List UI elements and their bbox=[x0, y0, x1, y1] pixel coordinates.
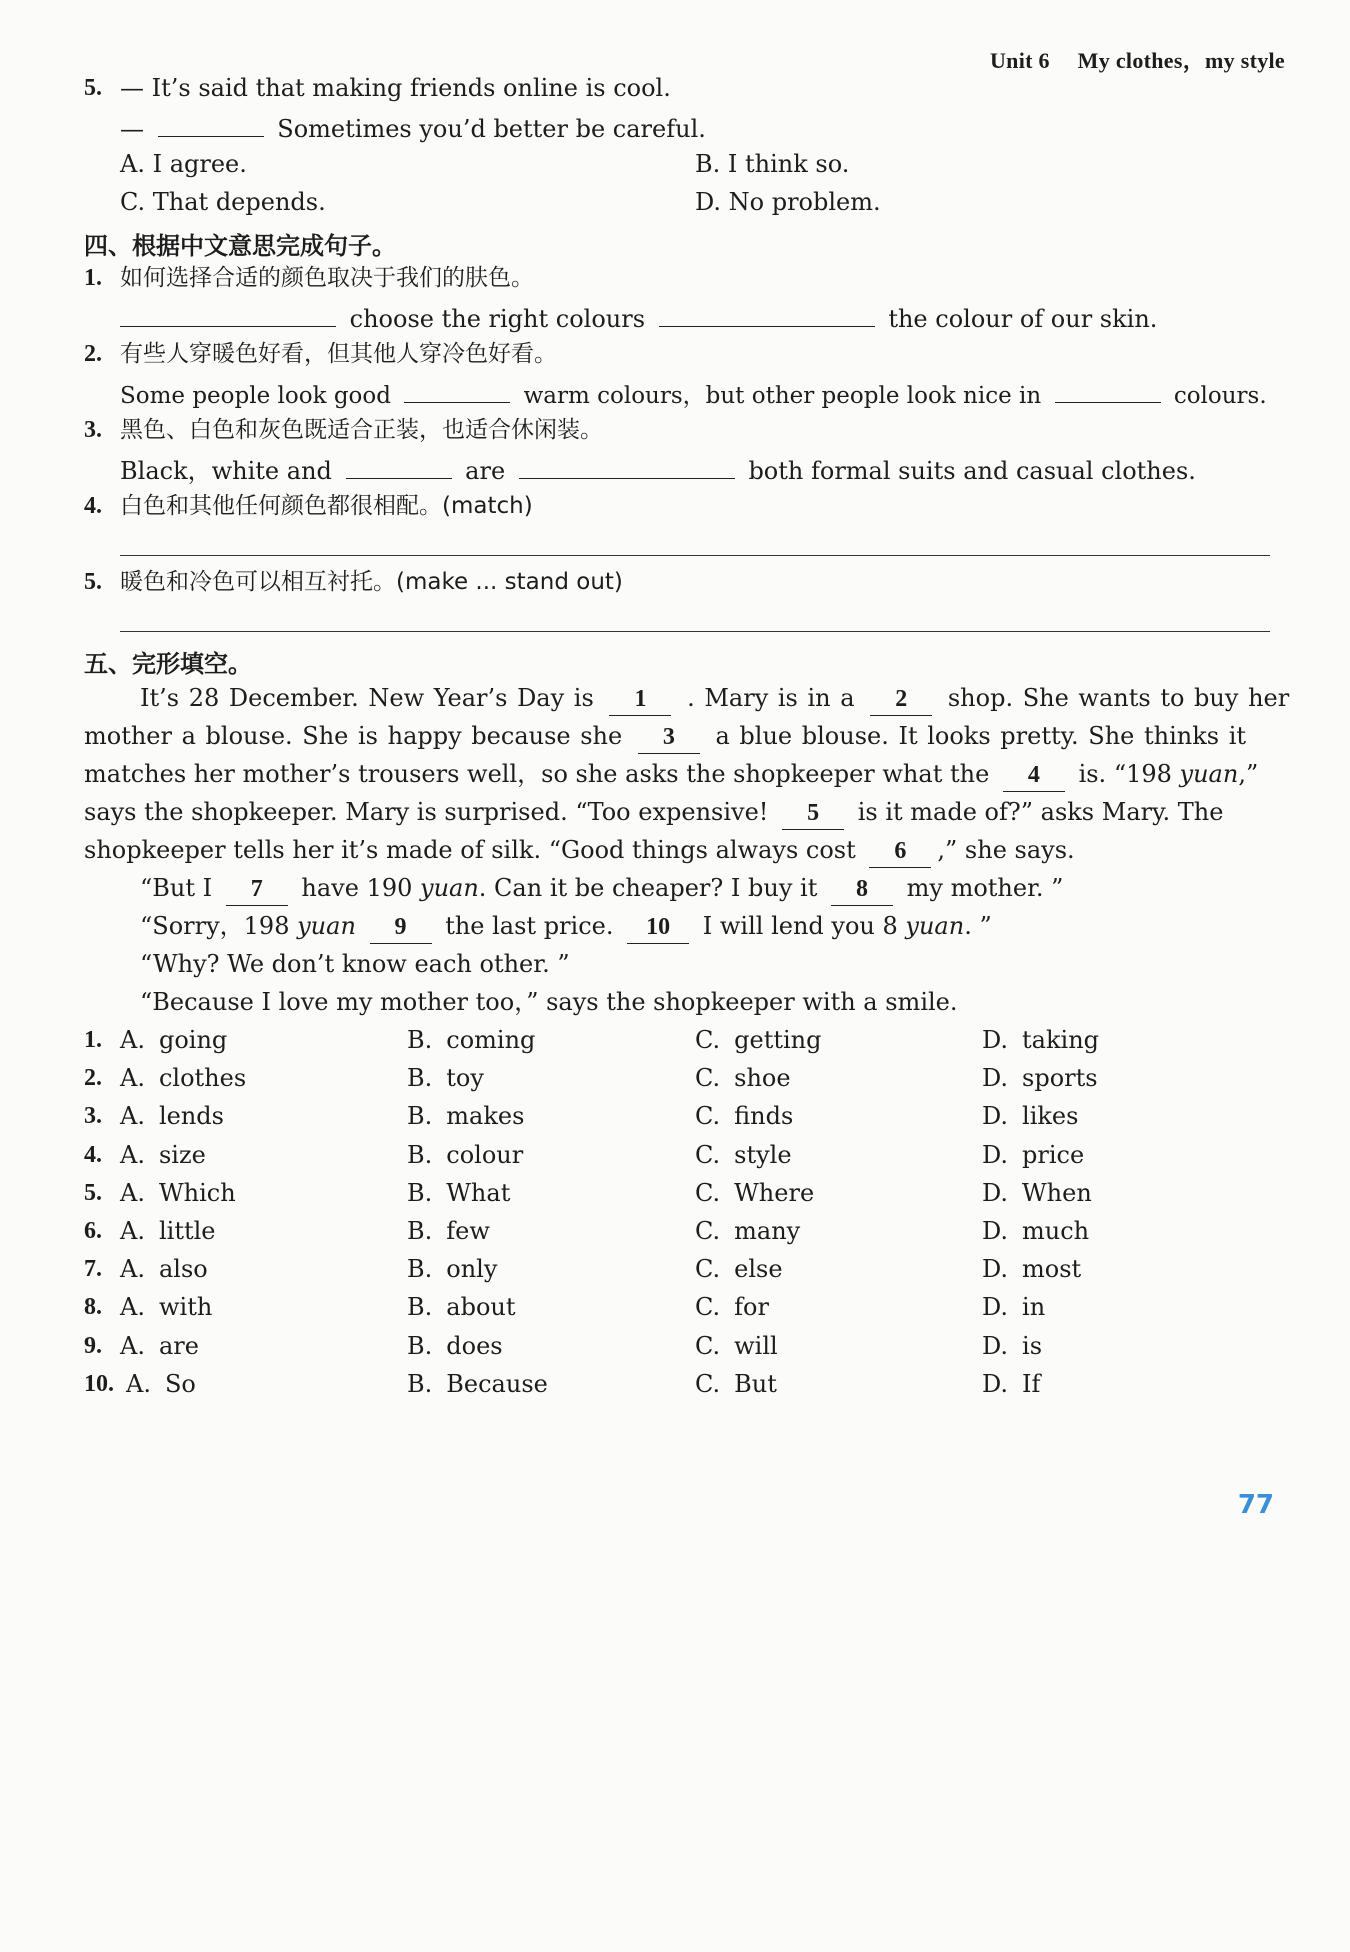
question-number: 4. bbox=[84, 1141, 102, 1168]
workbook-page: Unit 6 My clothes，my style 5. — It’s said that making friends online is cool. — Sometimes you’d better be careful. A. I agree. B. I think so. C. That depends. D. No problem. 四、根据中文意思完成句子。 1. 如何选择合适的颜色取决于我们的肤色。 choose the right colours the colour of our skin. 2. 有些人穿暖色好看，但其他人穿冷色好看。 Some people look good warm colours，but other people look nice in colours. 3. 黑色、白色和灰色既适合正装，也适合休闲装。 Black，white and are both formal suits and casual clothes. 4. 白色和其他任何颜色都很相配。(match) 5. 暖色和冷色可以相互衬托。(make ... stand out) 五、完形填空。 It’s 28 December. New Year’s Day is 1 . Mary is in a 2 shop. She wants to buy her mother a blouse. She is happy because she 3 a blue blouse. It looks pretty. She thinks it matches her mother’s trousers well，so she asks the shopkeeper what the 4 is. “198 yuan,” says the shopkeeper. Mary is surprised. “Too expensive! 5 is it made of?” asks Mary. The shopkeeper tells her it’s made of silk. “Good things always cost 6 ,” she says. “But I 7 have 190 yuan. Can it be cheaper? I buy it 8 my mother. ” “Sorry，198 yuan 9 the last price. 10 I will lend you 8 yuan. ” “Why? We don’t know each other. ” “Because I love my mother too，” says the shopkeeper with a smile. 1. A. going B. coming C. getting D. taking 2. A. clothes B. toy C. shoe D. sports 3. A. lends B. makes C. finds D. likes 4. A. size B. colour C. style D. price 5. A. Which B. What C. Where D. When 6. A. little B. few C. many D. much 7. A. also B. only C. else D. most 8. A. with B. about C. for D. in 9. A. are B. does C. will D. is 10. A. So B. Because C. But D. If 77 bbox=[0, 0, 1350, 1952]
option-b[interactable]: B. about bbox=[407, 1293, 516, 1322]
cloze-blank-6[interactable]: 6 bbox=[869, 835, 931, 868]
question-number: 1. bbox=[84, 1027, 102, 1053]
option-d[interactable]: D. is bbox=[982, 1331, 1043, 1360]
option-d[interactable]: D. likes bbox=[982, 1102, 1079, 1131]
q5-reply: — Sometimes you’d better be careful. bbox=[120, 110, 706, 145]
option-a[interactable]: A. also bbox=[120, 1255, 208, 1284]
question-number: 5. bbox=[84, 1179, 102, 1206]
option-c[interactable]: C. getting bbox=[695, 1026, 822, 1054]
option-c[interactable]: C. will bbox=[695, 1331, 778, 1360]
option-b[interactable]: B. toy bbox=[407, 1064, 484, 1093]
page-header bbox=[990, 44, 1285, 75]
option-a[interactable]: A. size bbox=[120, 1140, 206, 1169]
q5-prompt: — It’s said that making friends online is cool. bbox=[120, 74, 671, 102]
cloze-blank-7[interactable]: 7 bbox=[226, 873, 288, 906]
option-c[interactable]: C. But bbox=[695, 1369, 777, 1398]
option-a[interactable]: A. Which bbox=[120, 1178, 236, 1207]
option-a[interactable]: A. So bbox=[126, 1369, 196, 1398]
option-d[interactable]: D. in bbox=[982, 1293, 1046, 1322]
question-number: 6. bbox=[84, 1218, 102, 1244]
option-a[interactable]: A. with bbox=[120, 1293, 213, 1322]
question-number: 5. bbox=[84, 75, 102, 101]
cloze-blank-9[interactable]: 9 bbox=[370, 911, 432, 944]
cloze-blank-10[interactable]: 10 bbox=[627, 911, 689, 944]
option-d[interactable]: D. sports bbox=[982, 1064, 1098, 1093]
option-a[interactable]: A. going bbox=[120, 1026, 228, 1054]
option-b[interactable]: B. Because bbox=[407, 1369, 548, 1398]
option-c[interactable]: C. style bbox=[695, 1140, 792, 1169]
cloze-blank-8[interactable]: 8 bbox=[831, 873, 893, 906]
option-d[interactable]: D. When bbox=[982, 1178, 1092, 1207]
s4-item4-answer-line[interactable] bbox=[120, 555, 1270, 556]
section-five-title: 五、完形填空。 bbox=[84, 650, 252, 678]
option-b[interactable]: B. only bbox=[407, 1255, 498, 1284]
option-a[interactable]: A. I agree. bbox=[120, 150, 247, 178]
cloze-blank-2[interactable]: 2 bbox=[870, 683, 932, 716]
answer-blank[interactable] bbox=[346, 452, 452, 479]
answer-blank[interactable] bbox=[404, 376, 510, 403]
option-a[interactable]: A. little bbox=[120, 1217, 216, 1245]
option-a[interactable]: A. lends bbox=[120, 1102, 224, 1131]
section-four-title: 四、根据中文意思完成句子。 bbox=[84, 232, 396, 260]
option-c[interactable]: C. many bbox=[695, 1217, 801, 1245]
cloze-blank-3[interactable]: 3 bbox=[638, 721, 700, 754]
option-c[interactable]: C. Where bbox=[695, 1178, 815, 1207]
option-b[interactable]: B. colour bbox=[407, 1140, 524, 1169]
s4-item5-answer-line[interactable] bbox=[120, 631, 1270, 632]
option-d[interactable]: D. taking bbox=[982, 1026, 1100, 1054]
option-d[interactable]: D. price bbox=[982, 1140, 1085, 1169]
option-c[interactable]: C. That depends. bbox=[120, 188, 326, 216]
cloze-blank-1[interactable]: 1 bbox=[609, 683, 671, 716]
option-c[interactable]: C. shoe bbox=[695, 1064, 791, 1093]
unit-label: Unit 6 bbox=[989, 48, 1050, 73]
option-c[interactable]: C. finds bbox=[695, 1102, 794, 1131]
question-number: 7. bbox=[84, 1256, 102, 1283]
option-d[interactable]: D. much bbox=[982, 1217, 1090, 1245]
question-number: 8. bbox=[84, 1294, 102, 1321]
cloze-blank-5[interactable]: 5 bbox=[782, 797, 844, 830]
option-b[interactable]: B. I think so. bbox=[695, 150, 850, 178]
question-number: 10. bbox=[84, 1370, 114, 1397]
option-c[interactable]: C. for bbox=[695, 1293, 769, 1322]
option-b[interactable]: B. does bbox=[407, 1331, 503, 1360]
answer-blank[interactable] bbox=[1055, 376, 1161, 403]
option-d[interactable]: D. If bbox=[982, 1369, 1041, 1398]
page-number: 77 bbox=[1237, 1490, 1274, 1520]
option-a[interactable]: A. clothes bbox=[120, 1064, 247, 1093]
option-b[interactable]: B. few bbox=[407, 1217, 490, 1245]
option-a[interactable]: A. are bbox=[120, 1331, 199, 1360]
option-d[interactable]: D. most bbox=[982, 1255, 1082, 1284]
question-number: 9. bbox=[84, 1332, 102, 1359]
option-b[interactable]: B. coming bbox=[407, 1026, 536, 1054]
question-number: 3. bbox=[84, 1103, 102, 1130]
option-b[interactable]: B. What bbox=[407, 1178, 511, 1207]
unit-title: My clothes，my style bbox=[1077, 48, 1285, 73]
option-c[interactable]: C. else bbox=[695, 1255, 783, 1284]
answer-blank[interactable] bbox=[120, 300, 336, 327]
answer-blank[interactable] bbox=[158, 110, 264, 137]
answer-blank[interactable] bbox=[659, 300, 875, 327]
option-d[interactable]: D. No problem. bbox=[695, 188, 881, 216]
option-b[interactable]: B. makes bbox=[407, 1102, 525, 1131]
question-number: 2. bbox=[84, 1065, 102, 1092]
answer-blank[interactable] bbox=[519, 452, 735, 479]
cloze-blank-4[interactable]: 4 bbox=[1003, 759, 1065, 792]
